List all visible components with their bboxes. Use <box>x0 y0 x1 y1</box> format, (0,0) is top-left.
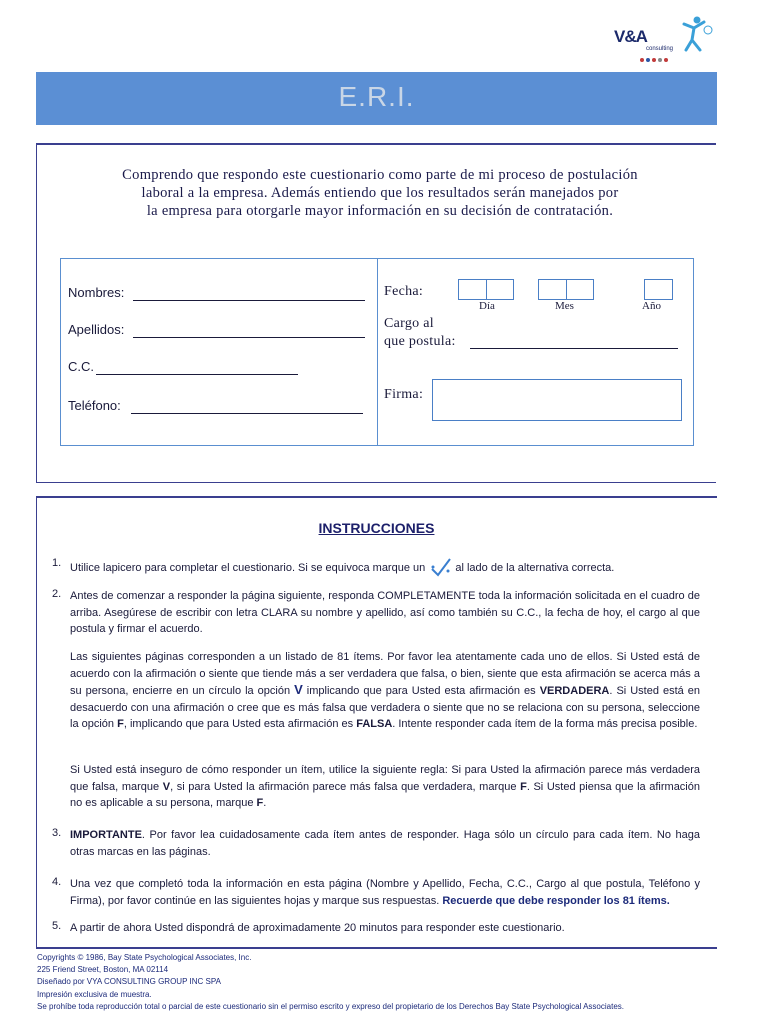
instruction-text: Utilice lapicero para completar el cuestionario. Si se equivoca marque un <box>70 562 426 574</box>
consent-text <box>80 166 680 220</box>
item-number: 5. <box>52 920 62 932</box>
item-number: 1. <box>52 557 62 569</box>
nombres-label: Nombres: <box>68 285 125 300</box>
ano-label: Año <box>642 300 661 312</box>
instructions-title: INSTRUCCIONES <box>318 520 435 536</box>
cargo-field[interactable] <box>470 347 678 349</box>
instruction-emphasis: IMPORTANTE <box>70 829 142 841</box>
instruction-text: su nombre y apellido, así como también su C.C., la fecha de hoy, el cargo al que postula y firmar el acuerdo. <box>70 606 700 635</box>
item-number: 2. <box>52 588 62 600</box>
ano-field[interactable] <box>644 279 673 300</box>
telefono-label: Teléfono: <box>68 398 121 413</box>
instruction-emphasis: FALSA <box>356 718 393 730</box>
instruction-text: toda la información solicitada en el cuadro de arriba. Asegúrese de escribir con letra <box>70 590 701 619</box>
item-number: 4. <box>52 876 62 888</box>
firma-label: Firma: <box>384 387 424 402</box>
title-banner <box>36 72 717 125</box>
instruction-text: Si Usted está inseguro de cómo responder un ítem, utilice la siguiente regla: Si para Usted la afirmación parece más verdadera que falsa, marque <box>70 764 700 793</box>
instruction-emphasis: F <box>117 718 124 730</box>
nombres-field[interactable] <box>133 299 365 301</box>
instruction-text: al lado de la alternativa correcta. <box>455 562 615 574</box>
instruction-item-3 <box>70 827 700 860</box>
firma-field[interactable] <box>432 379 682 421</box>
instruction-emphasis: Recuerde que debe responder los 81 ítems. <box>442 894 670 907</box>
instruction-text: CLARA <box>260 606 298 619</box>
instruction-paragraph-rule <box>70 762 700 812</box>
instruction-emphasis: F <box>520 780 527 793</box>
instruction-item-5: A partir de ahora Usted dispondrá de aproximadamente 20 minutos para responder este cuestionario. <box>70 922 565 934</box>
instruction-item-1 <box>70 557 720 577</box>
item-number: 3. <box>52 827 62 839</box>
instruction-paragraph-items <box>70 649 700 733</box>
mes-label: Mes <box>555 300 574 312</box>
instruction-text: Una vez que completó toda la información en esta página (Nombre y Apellido, Fecha, C.C., Cargo al que postula, Teléfono y Firma), por favor continúe en las siguientes hojas y marque sus respuestas. <box>70 878 700 907</box>
page-title: E.R.I. <box>338 81 415 112</box>
check-mark-icon <box>428 557 452 577</box>
footer-line: Diseñado por VYA CONSULTING GROUP INC SPA <box>37 977 221 987</box>
instruction-text: Las siguientes páginas corresponden a un listado de 81 ítems. Por favor lea atentamente cada uno de ellos. Si Usted está de acuerdo con la afirmación o siente que tiende más a ser verdadera que falsa, o bien, siente que esta afirmación se acerca más a su persona, encierre en un círculo la opción <box>70 651 700 697</box>
mes-separator <box>566 279 567 300</box>
cargo-label-1: Cargo al <box>384 316 434 331</box>
instruction-item-2 <box>70 588 700 638</box>
instruction-item-4 <box>70 876 700 909</box>
company-logo <box>612 14 716 66</box>
consent-line: la empresa para otorgarle mayor información en su decisión de contratación. <box>146 203 614 219</box>
instruction-emphasis: V <box>294 682 303 697</box>
fecha-label: Fecha: <box>384 284 424 299</box>
cc-label: C.C. <box>68 359 94 374</box>
instruction-text: implicando que para Usted esta afirmación es <box>306 685 536 697</box>
dia-label: Día <box>479 300 495 312</box>
instruction-text: . <box>263 797 267 809</box>
dia-separator <box>486 279 487 300</box>
instruction-emphasis: VERDADERA <box>539 685 610 697</box>
apellidos-field[interactable] <box>133 336 365 338</box>
cargo-label-2: que postula: <box>384 334 456 349</box>
instruction-text: COMPLETAMENTE <box>377 590 476 602</box>
instruction-text: Antes de comenzar a responder la página siguiente, responda <box>70 590 375 602</box>
instruction-text: . Por favor lea cuidadosamente cada ítem antes de responder. Haga sólo un círculo para cada ítem. No haga otras marcas en las páginas. <box>70 829 700 858</box>
copyright-footer <box>37 952 737 1013</box>
instruction-text: . Si Usted está en desacuerdo con una afirmación o cree que es más falsa que verdadera o siente que no se relaciona con su persona, seleccione la opción <box>70 685 701 730</box>
footer-line: Copyrights © 1986, Bay State Psychological Associates, Inc. <box>37 953 252 962</box>
footer-line: Se prohíbe toda reproducción total o parcial de este cuestionario sin el permiso escrito y expreso del propietario de los Derechos Bay State Psychological Associates. <box>37 1001 624 1011</box>
form-divider <box>377 258 378 446</box>
apellidos-label: Apellidos: <box>68 322 125 337</box>
instruction-text: , si para Usted la afirmación parece más falsa que verdadera, marque <box>170 780 517 793</box>
footer-line: 225 Friend Street, Boston, MA 02114 <box>37 965 169 975</box>
cc-field[interactable] <box>96 373 298 375</box>
instruction-emphasis: F <box>256 797 264 809</box>
instruction-text: . Si Usted piensa que la afirmación no es aplicable a su persona, marque <box>70 780 700 809</box>
instruction-emphasis: V <box>162 780 171 793</box>
consent-line: laboral a la empresa. Además entiendo que los resultados serán manejados por <box>141 185 619 201</box>
logo-subtext: consulting <box>646 46 674 52</box>
instruction-text: . Intente responder cada ítem de la forma más precisa posible. <box>392 718 698 730</box>
footer-line: Impresión exclusiva de muestra. <box>37 989 152 999</box>
consent-line: Comprendo que respondo este cuestionario como parte de mi proceso de postulación <box>122 167 638 183</box>
logo-text: V&A <box>614 27 647 46</box>
instruction-text: , implicando que para Usted esta afirmación es <box>123 718 354 730</box>
telefono-field[interactable] <box>131 412 363 414</box>
